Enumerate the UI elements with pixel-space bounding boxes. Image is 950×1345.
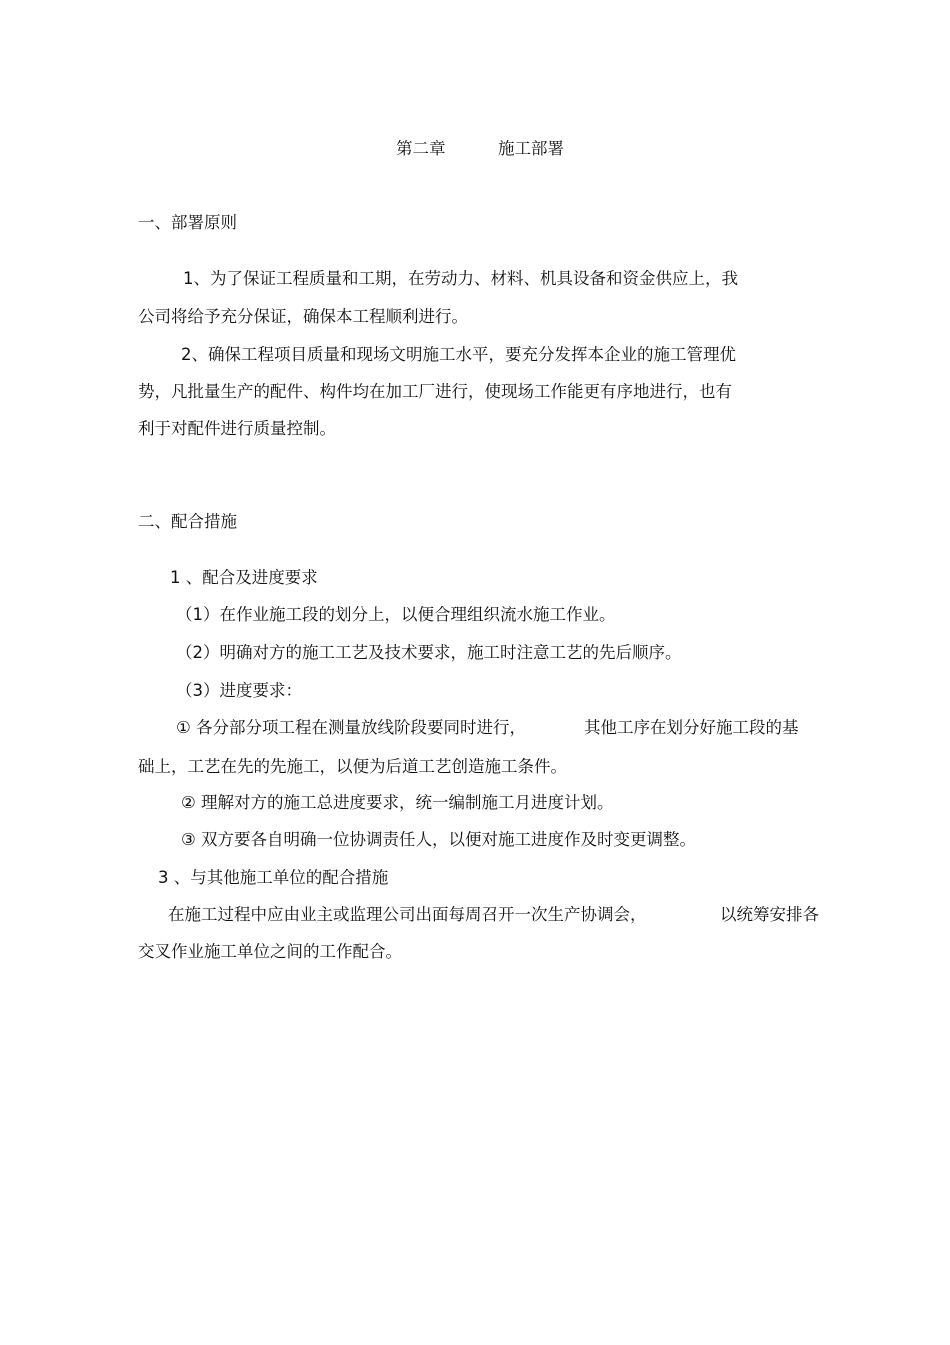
subheading-1: 1 、配合及进度要求: [170, 568, 318, 587]
paragraph-2-line-3: 利于对配件进行质量控制。: [138, 419, 336, 438]
paragraph-1-line-2: 公司将给予充分保证，确保本工程顺利进行。: [138, 307, 468, 326]
final-paragraph-line-1b: 以统筹安排各: [720, 905, 819, 924]
list-item-1: （1）在作业施工段的划分上，以便合理组织流水施工作业。: [176, 605, 616, 624]
circled-item-1-line-1a: ① 各分部分项工程在测量放线阶段要同时进行，: [176, 718, 527, 737]
paragraph-2-line-1: 2、确保工程项目质量和现场文明施工水平，要充分发挥本企业的施工管理优: [181, 345, 736, 364]
circled-item-3: ③ 双方要各自明确一位协调责任人，以便对施工进度作及时变更调整。: [181, 830, 697, 849]
circled-item-1-line-2: 础上，工艺在先的先施工，以便为后道工艺创造施工条件。: [138, 757, 567, 776]
chapter-number: 第二章: [396, 139, 446, 158]
list-item-2: （2）明确对方的施工工艺及技术要求，施工时注意工艺的先后顺序。: [176, 643, 682, 662]
subheading-3: 3 、与其他施工单位的配合措施: [158, 868, 389, 887]
circled-item-1-line-1b: 其他工序在划分好施工段的基: [584, 718, 799, 737]
final-paragraph-line-2: 交叉作业施工单位之间的工作配合。: [138, 942, 402, 961]
final-paragraph-line-1a: 在施工过程中应由业主或监理公司出面每周召开一次生产协调会，: [168, 905, 647, 924]
section-heading-coordination: 二、配合措施: [138, 512, 237, 531]
circled-item-2: ② 理解对方的施工总进度要求，统一编制施工月进度计划。: [181, 793, 614, 812]
section-heading-principles: 一、部署原则: [138, 213, 237, 232]
paragraph-2-line-2: 势，凡批量生产的配件、构件均在加工厂进行，使现场工作能更有序地进行，也有: [138, 382, 732, 401]
paragraph-1-line-1: 1、为了保证工程质量和工期，在劳动力、材料、机具设备和资金供应上，我: [183, 269, 738, 288]
list-item-3: （3）进度要求：: [176, 681, 302, 700]
chapter-title: 施工部署: [498, 139, 564, 158]
